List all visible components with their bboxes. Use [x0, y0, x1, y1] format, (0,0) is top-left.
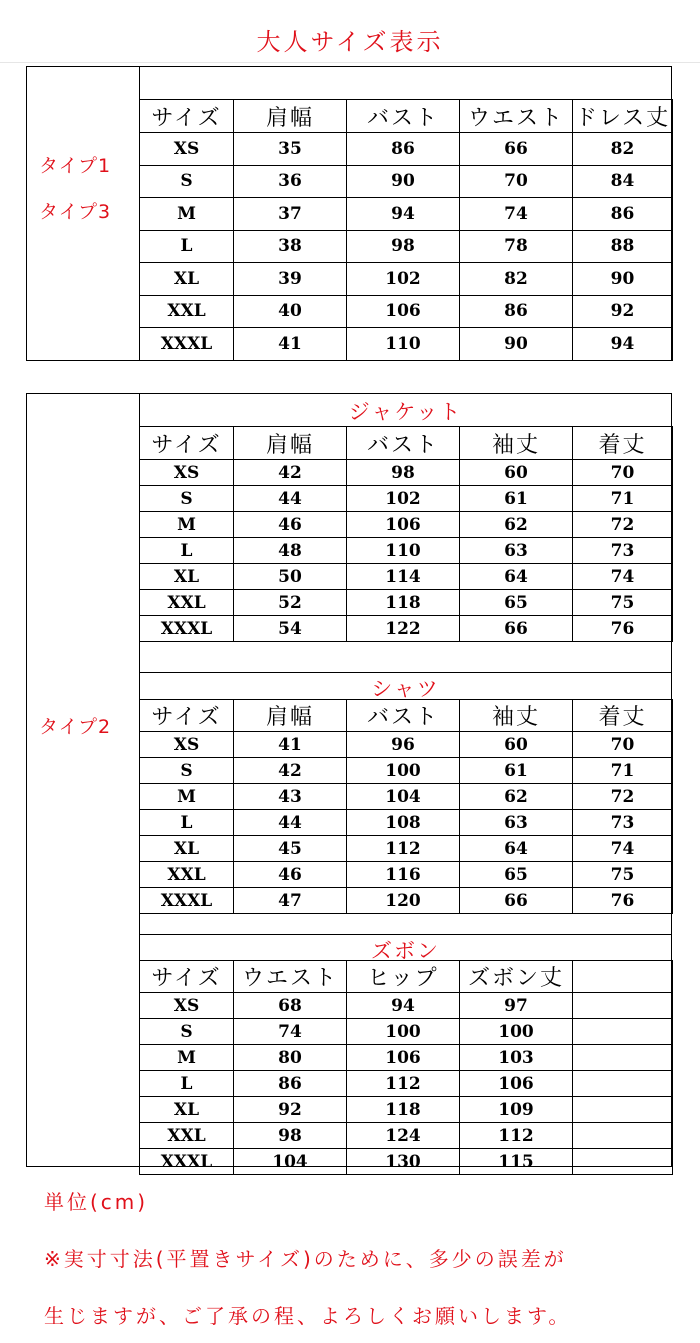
column-header: サイズ: [140, 427, 234, 460]
table-row: [140, 133, 673, 166]
table-row: [140, 460, 673, 486]
measurement-cell: 42: [234, 758, 347, 784]
measurement-cell: 100: [347, 758, 460, 784]
measurement-cell: 64: [460, 836, 573, 862]
measurement-cell: 94: [347, 993, 460, 1019]
measurement-cell: 98: [234, 1123, 347, 1149]
measurement-cell: 106: [347, 512, 460, 538]
size-table-dress: [139, 99, 673, 361]
measurement-cell: 86: [573, 198, 673, 231]
measurement-cell: 73: [573, 538, 673, 564]
measurement-cell: 120: [347, 888, 460, 914]
measurement-cell: 60: [460, 732, 573, 758]
measurement-cell: 90: [347, 165, 460, 198]
measurement-cell: 102: [347, 263, 460, 296]
disclaimer-line-2: 生じますが、ご了承の程、よろしくお願いします。: [44, 1304, 572, 1328]
table-header-row: [140, 961, 673, 993]
table-row: [140, 993, 673, 1019]
unit-note: 単位(cm): [44, 1190, 149, 1214]
size-table-shirt: [139, 699, 673, 914]
size-cell: XS: [140, 460, 234, 486]
measurement-cell: 61: [460, 758, 573, 784]
measurement-cell: 48: [234, 538, 347, 564]
size-cell: S: [140, 1019, 234, 1045]
size-cell: XL: [140, 1097, 234, 1123]
size-table-jacket: [139, 426, 673, 642]
measurement-cell: 50: [234, 564, 347, 590]
measurement-cell: 122: [347, 616, 460, 642]
measurement-cell: 47: [234, 888, 347, 914]
column-header: バスト: [347, 700, 460, 732]
table-row: [140, 1149, 673, 1175]
measurement-cell: 110: [347, 328, 460, 361]
size-cell: L: [140, 538, 234, 564]
measurement-cell: 115: [460, 1149, 573, 1175]
column-header: ズボン丈: [460, 961, 573, 993]
table-row: [140, 888, 673, 914]
measurement-cell: 90: [460, 328, 573, 361]
column-header: 肩幅: [234, 427, 347, 460]
measurement-cell: 118: [347, 590, 460, 616]
table-row: [140, 784, 673, 810]
measurement-cell: 70: [573, 732, 673, 758]
jacket-heading: ジャケット: [348, 400, 463, 424]
measurement-cell: [573, 1019, 673, 1045]
table-header-row: [140, 427, 673, 460]
measurement-cell: 112: [347, 836, 460, 862]
divider: [0, 62, 700, 63]
type-label-3: タイプ3: [39, 201, 112, 223]
table-row: [140, 512, 673, 538]
measurement-cell: 100: [347, 1019, 460, 1045]
measurement-cell: 65: [460, 590, 573, 616]
size-block-type1-3: [26, 66, 672, 361]
measurement-cell: 74: [573, 564, 673, 590]
size-cell: XL: [140, 836, 234, 862]
measurement-cell: 52: [234, 590, 347, 616]
type-label-1: タイプ1: [39, 155, 112, 177]
measurement-cell: 104: [234, 1149, 347, 1175]
column-header: 袖丈: [460, 427, 573, 460]
table-row: [140, 836, 673, 862]
table-row: [140, 263, 673, 296]
measurement-cell: 46: [234, 862, 347, 888]
measurement-cell: 97: [460, 993, 573, 1019]
measurement-cell: 35: [234, 133, 347, 166]
measurement-cell: [573, 1123, 673, 1149]
measurement-cell: 98: [347, 230, 460, 263]
measurement-cell: 63: [460, 810, 573, 836]
measurement-cell: 103: [460, 1045, 573, 1071]
measurement-cell: 74: [460, 198, 573, 231]
measurement-cell: [573, 1045, 673, 1071]
measurement-cell: 80: [234, 1045, 347, 1071]
table-row: [140, 538, 673, 564]
size-cell: S: [140, 758, 234, 784]
measurement-cell: 109: [460, 1097, 573, 1123]
measurement-cell: 114: [347, 564, 460, 590]
measurement-cell: 86: [347, 133, 460, 166]
table-row: [140, 616, 673, 642]
size-cell: XXL: [140, 862, 234, 888]
type-label-column: [27, 394, 140, 1166]
column-header: サイズ: [140, 700, 234, 732]
measurement-cell: 86: [460, 295, 573, 328]
column-header: 袖丈: [460, 700, 573, 732]
measurement-cell: 62: [460, 784, 573, 810]
disclaimer-line-1: ※実寸寸法(平置きサイズ)のために、多少の誤差が: [44, 1247, 567, 1271]
size-cell: M: [140, 1045, 234, 1071]
measurement-cell: 71: [573, 486, 673, 512]
measurement-cell: 116: [347, 862, 460, 888]
size-cell: XXL: [140, 1123, 234, 1149]
size-cell: XL: [140, 263, 234, 296]
table-row: [140, 165, 673, 198]
table-row: [140, 732, 673, 758]
size-cell: M: [140, 784, 234, 810]
measurement-cell: 98: [347, 460, 460, 486]
measurement-cell: 65: [460, 862, 573, 888]
measurement-cell: 70: [573, 460, 673, 486]
measurement-cell: 45: [234, 836, 347, 862]
size-cell: S: [140, 486, 234, 512]
measurement-cell: 37: [234, 198, 347, 231]
measurement-cell: 110: [347, 538, 460, 564]
table-row: [140, 486, 673, 512]
measurement-cell: 84: [573, 165, 673, 198]
table-row: [140, 1123, 673, 1149]
measurement-cell: 62: [460, 512, 573, 538]
measurement-cell: [573, 1097, 673, 1123]
measurement-cell: 68: [234, 993, 347, 1019]
column-header: [573, 961, 673, 993]
measurement-cell: 112: [347, 1071, 460, 1097]
measurement-cell: 74: [573, 836, 673, 862]
measurement-cell: 64: [460, 564, 573, 590]
size-cell: XXXL: [140, 1149, 234, 1175]
measurement-cell: 36: [234, 165, 347, 198]
size-cell: XS: [140, 732, 234, 758]
column-header: 肩幅: [234, 100, 347, 133]
measurement-cell: 72: [573, 784, 673, 810]
measurement-cell: 63: [460, 538, 573, 564]
column-header: 肩幅: [234, 700, 347, 732]
measurement-cell: [573, 1071, 673, 1097]
measurement-cell: 76: [573, 616, 673, 642]
measurement-cell: 82: [460, 263, 573, 296]
measurement-cell: 82: [573, 133, 673, 166]
column-header: ウエスト: [234, 961, 347, 993]
measurement-cell: 54: [234, 616, 347, 642]
type-label-2: タイプ2: [39, 716, 112, 738]
table-row: [140, 564, 673, 590]
table-row: [140, 590, 673, 616]
size-cell: L: [140, 810, 234, 836]
measurement-cell: 41: [234, 732, 347, 758]
measurement-cell: 88: [573, 230, 673, 263]
size-cell: XXL: [140, 295, 234, 328]
size-table-pants: [139, 960, 673, 1175]
column-header: サイズ: [140, 961, 234, 993]
size-block-type2: [26, 393, 672, 1172]
measurement-cell: 44: [234, 810, 347, 836]
table-row: [140, 810, 673, 836]
column-header: バスト: [347, 100, 460, 133]
measurement-cell: 70: [460, 165, 573, 198]
measurement-cell: 40: [234, 295, 347, 328]
table-header-row: [140, 700, 673, 732]
measurement-cell: 72: [573, 512, 673, 538]
measurement-cell: 78: [460, 230, 573, 263]
size-cell: L: [140, 1071, 234, 1097]
column-header: 着丈: [573, 700, 673, 732]
measurement-cell: [573, 1149, 673, 1175]
table-row: [140, 862, 673, 888]
measurement-cell: 44: [234, 486, 347, 512]
measurement-cell: 60: [460, 460, 573, 486]
table-header-row: [140, 100, 673, 133]
size-cell: L: [140, 230, 234, 263]
measurement-cell: 96: [347, 732, 460, 758]
measurement-cell: 46: [234, 512, 347, 538]
size-cell: XL: [140, 564, 234, 590]
measurement-cell: 92: [573, 295, 673, 328]
table-row: [140, 1097, 673, 1123]
size-cell: XS: [140, 133, 234, 166]
measurement-cell: 106: [347, 1045, 460, 1071]
measurement-cell: 86: [234, 1071, 347, 1097]
size-cell: S: [140, 165, 234, 198]
measurement-cell: 75: [573, 590, 673, 616]
measurement-cell: 100: [460, 1019, 573, 1045]
column-header: バスト: [347, 427, 460, 460]
measurement-cell: 75: [573, 862, 673, 888]
measurement-cell: 76: [573, 888, 673, 914]
table-row: [140, 1045, 673, 1071]
measurement-cell: 66: [460, 616, 573, 642]
table-row: [140, 758, 673, 784]
measurement-cell: 74: [234, 1019, 347, 1045]
column-header: ドレス丈: [573, 100, 673, 133]
table-row: [140, 230, 673, 263]
measurement-cell: 73: [573, 810, 673, 836]
measurement-cell: 112: [460, 1123, 573, 1149]
size-cell: XXXL: [140, 888, 234, 914]
measurement-cell: 124: [347, 1123, 460, 1149]
shirt-heading: シャツ: [371, 677, 440, 701]
measurement-cell: 66: [460, 888, 573, 914]
measurement-cell: 104: [347, 784, 460, 810]
measurement-cell: 39: [234, 263, 347, 296]
table-row: [140, 328, 673, 361]
measurement-cell: 106: [347, 295, 460, 328]
size-cell: XXL: [140, 590, 234, 616]
size-cell: M: [140, 512, 234, 538]
size-cell: M: [140, 198, 234, 231]
measurement-cell: [573, 993, 673, 1019]
measurement-cell: 108: [347, 810, 460, 836]
table-row: [140, 198, 673, 231]
page-title: 大人サイズ表示: [256, 28, 444, 56]
table-row: [140, 1071, 673, 1097]
measurement-cell: 41: [234, 328, 347, 361]
measurement-cell: 118: [347, 1097, 460, 1123]
column-header: 着丈: [573, 427, 673, 460]
measurement-cell: 102: [347, 486, 460, 512]
measurement-cell: 42: [234, 460, 347, 486]
measurement-cell: 94: [573, 328, 673, 361]
table-row: [140, 1019, 673, 1045]
pants-heading: ズボン: [371, 939, 440, 963]
column-header: サイズ: [140, 100, 234, 133]
measurement-cell: 66: [460, 133, 573, 166]
measurement-cell: 38: [234, 230, 347, 263]
measurement-cell: 90: [573, 263, 673, 296]
column-header: ウエスト: [460, 100, 573, 133]
measurement-cell: 92: [234, 1097, 347, 1123]
column-header: ヒップ: [347, 961, 460, 993]
measurement-cell: 106: [460, 1071, 573, 1097]
measurement-cell: 130: [347, 1149, 460, 1175]
measurement-cell: 61: [460, 486, 573, 512]
measurement-cell: 43: [234, 784, 347, 810]
size-cell: XS: [140, 993, 234, 1019]
size-cell: XXXL: [140, 328, 234, 361]
table-row: [140, 295, 673, 328]
size-cell: XXXL: [140, 616, 234, 642]
measurement-cell: 94: [347, 198, 460, 231]
measurement-cell: 71: [573, 758, 673, 784]
